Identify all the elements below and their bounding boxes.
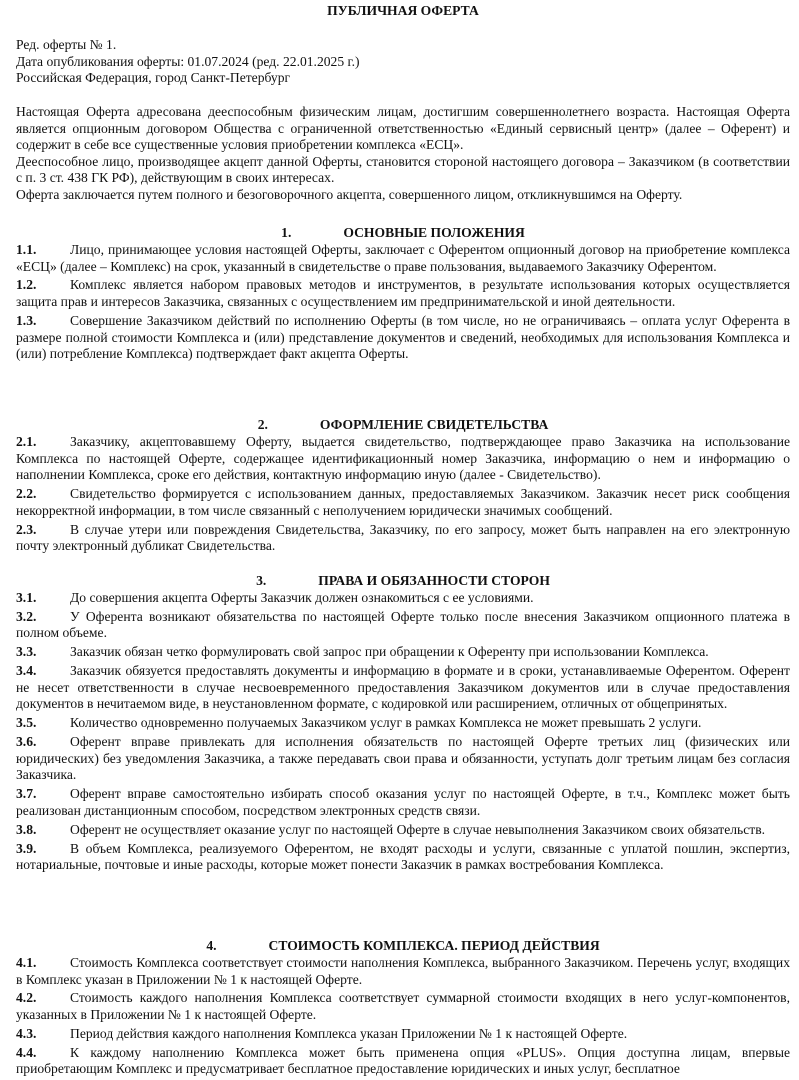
section-clauses xyxy=(16,590,790,876)
clause xyxy=(16,1026,790,1043)
section-title: ПРАВА И ОБЯЗАННОСТИ СТОРОН xyxy=(318,573,550,588)
section-title: ОФОРМЛЕНИЕ СВИДЕТЕЛЬСТВА xyxy=(319,417,549,432)
clause-number: 3.1. xyxy=(16,590,37,605)
section-title: ОСНОВНЫЕ ПОЛОЖЕНИЯ xyxy=(343,225,525,240)
clause-number: 4.2. xyxy=(16,990,37,1006)
clause xyxy=(16,990,790,1023)
clause-number: 2.2. xyxy=(16,486,37,502)
clause-number: 3.9. xyxy=(16,840,37,856)
clause xyxy=(16,734,790,784)
clause-text: К каждому наполнению Комплекса может быть применена опция «PLUS». Опция доступна лицам, впервые приобретающим Комплекс и предусматривает бесплатное предоставление юридических и иных услуг, бесплатное xyxy=(16,1044,790,1077)
section-number: 4. xyxy=(206,938,217,953)
document-title: ПУБЛИЧНАЯ ОФЕРТА xyxy=(327,3,479,18)
intro-paragraph: Дееспособное лицо, производящее акцепт данной Оферты, становится стороной настоящего договора – Заказчиком (в соответствии с п. 3 ст. 438 ГК РФ), действующим в своих интересах. xyxy=(16,153,790,186)
clause-text: Оферент вправе самостоятельно избирать способ оказания услуг по настоящей Оферте, в т.ч., Комплекс может быть реализован дистанционным способом, посредством электронных средств связи. xyxy=(16,786,790,818)
section-heading xyxy=(16,938,790,955)
clause xyxy=(16,715,790,732)
section-heading xyxy=(16,417,790,434)
clause-text: Стоимость каждого наполнения Комплекса соответствует суммарной стоимости входящих в него услуг-компонентов, указанных в Приложении № 1 к настоящей Оферте. xyxy=(16,990,790,1023)
clause xyxy=(16,1045,790,1078)
clause-text: У Оферента возникают обязательства по настоящей Оферте только после внесения Заказчиком опционного платежа в полном объеме. xyxy=(16,608,790,641)
clause-text: В случае утери или повреждения Свидетельства, Заказчику, по его запросу, может быть направлен на его электронную почту электронный дубликат Свидетельства. xyxy=(16,521,790,554)
publication-date-line: Дата опубликования оферты: 01.07.2024 (ред. 22.01.2025 г.) xyxy=(16,53,360,69)
clause-number: 1.1. xyxy=(16,242,37,257)
clause xyxy=(16,242,790,275)
intro-paragraph: Настоящая Оферта адресована дееспособным физическим лицам, достигшим совершеннолетнего возраста. Настоящая Оферта является опционным договором Общества с ограниченной ответственностью «Единый сервисный центр» (далее – Оферент) и содержит в себе все существенные условия приобретении комплекса «ЕСЦ». xyxy=(16,104,790,153)
section-clauses xyxy=(16,242,790,365)
clause xyxy=(16,522,790,555)
section-heading xyxy=(16,225,790,242)
clause xyxy=(16,644,790,661)
clause-number: 3.6. xyxy=(16,734,37,750)
edition-line: Ред. оферты № 1. xyxy=(16,37,117,52)
clause-number: 3.5. xyxy=(16,715,37,731)
clause-text: Комплекс является набором правовых методов и инструментов, в результате использования которых осуществляется защита прав и интересов Заказчика, связанных с осуществлением им предпринимательской и иной деятельности. xyxy=(16,277,790,310)
clause-text: До совершения акцепта Оферты Заказчик должен ознакомиться с ее условиями. xyxy=(70,590,534,605)
location-line: Российская Федерация, город Санкт-Петербург xyxy=(16,70,291,86)
clause-text: Заказчик обязан четко формулировать свой запрос при обращении к Оференту при использовании Комплекса. xyxy=(70,644,709,660)
clause-number: 2.1. xyxy=(16,434,37,449)
clause-text: Оферент вправе привлекать для исполнения обязательств по настоящей Оферте третьих лиц (физических или юридических) без уведомления Заказчика, а также передавать свои права и обязанности, уступать долг третьим лицам без согласия Заказчика. xyxy=(16,734,790,783)
clause-text: Заказчику, акцептовавшему Оферту, выдается свидетельство, подтверждающее право Заказчика на использование Комплекса по настоящей Оферте, содержащее идентификационный номер Заказчика, информацию о нем и информацию о наполнении Комплекса, сроке его действия, контактную информацию иную (далее - Свидетельство). xyxy=(16,434,790,483)
clause-number: 4.4. xyxy=(16,1044,37,1060)
clause xyxy=(16,609,790,642)
clause xyxy=(16,663,790,713)
clause xyxy=(16,486,790,519)
clause-number: 3.7. xyxy=(16,786,37,802)
intro-paragraph: Оферта заключается путем полного и безоговорочного акцепта, совершенного лицом, откликнувшимся на Оферту. xyxy=(16,186,683,202)
clause xyxy=(16,313,790,363)
clause-number: 3.8. xyxy=(16,821,37,837)
clause xyxy=(16,822,790,839)
section-number: 1. xyxy=(281,225,292,240)
document-meta xyxy=(16,37,790,87)
clause xyxy=(16,786,790,819)
clause xyxy=(16,590,790,607)
section-number: 3. xyxy=(256,573,267,588)
clause-text: Свидетельство формируется с использованием данных, предоставляемых Заказчиком. Заказчик несет риск сообщения некорректной информации, в том числе связанный с неполучением юридически значимых сообщений. xyxy=(16,486,790,518)
clause-number: 3.2. xyxy=(16,608,37,624)
clause-text: Стоимость Комплекса соответствует стоимости наполнения Комплекса, выбранного Заказчиком. Перечень услуг, входящих в Комплекс указан в Приложении № 1 к настоящей Оферте. xyxy=(16,955,790,987)
clause-text: Совершение Заказчиком действий по исполнению Оферты (в том числе, но не ограничиваясь – оплата услуг Оферента в размере полной стоимости Комплекса и (или) представление документов и сведений, необходимых для использования Комплекса и (или) потребление Комплекса) подтверждает факт акцепта Оферты. xyxy=(16,312,790,362)
section-heading xyxy=(16,573,790,590)
clause-number: 3.4. xyxy=(16,663,37,679)
section-clauses xyxy=(16,434,790,557)
clause-text: Заказчик обязуется предоставлять документы и информацию в формате и в сроки, устанавливаемые Оферентом. Оферент не несет ответственности в случае несвоевременного предоставления Заказчиком документов или в случае предоставления документов в нечитаемом виде, в неустановленном формате, с кодировкой или расширением, отличных от общепринятых. xyxy=(16,663,790,712)
clause-text: Период действия каждого наполнения Комплекса указан Приложении № 1 к настоящей Оферте. xyxy=(70,1025,628,1041)
intro-block xyxy=(16,104,790,204)
clause-number: 2.3. xyxy=(16,521,37,537)
clause-number: 4.1. xyxy=(16,955,37,970)
clause xyxy=(16,434,790,484)
clause-text: Количество одновременно получаемых Заказчиком услуг в рамках Комплекса не может превышать 2 услуги. xyxy=(70,715,702,731)
section-number: 2. xyxy=(257,417,268,432)
clause-text: В объем Комплекса, реализуемого Оферентом, не входят расходы и услуги, связанные с уплатой пошлин, экспертиз, нотариальные, почтовые и иные расходы, которые может понести Заказчик в рамках востребования Комплекса. xyxy=(16,840,790,873)
clause xyxy=(16,277,790,310)
section-clauses xyxy=(16,955,790,1080)
clause-number: 3.3. xyxy=(16,644,37,660)
clause-text: Лицо, принимающее условия настоящей Оферты, заключает с Оферентом опционный договор на приобретение комплекса «ЕСЦ» (далее – Комплекс) на срок, указанный в свидетельстве о праве пользования, выдаваемого Заказчику Оферентом. xyxy=(16,242,790,274)
section-title: СТОИМОСТЬ КОМПЛЕКСА. ПЕРИОД ДЕЙСТВИЯ xyxy=(268,938,600,953)
clause xyxy=(16,841,790,874)
clause-number: 1.3. xyxy=(16,312,37,328)
clause xyxy=(16,955,790,988)
clause-text: Оферент не осуществляет оказание услуг по настоящей Оферте в случае невыполнения Заказчиком своих обязательств. xyxy=(70,821,766,837)
clause-number: 4.3. xyxy=(16,1025,37,1041)
clause-number: 1.2. xyxy=(16,277,37,293)
